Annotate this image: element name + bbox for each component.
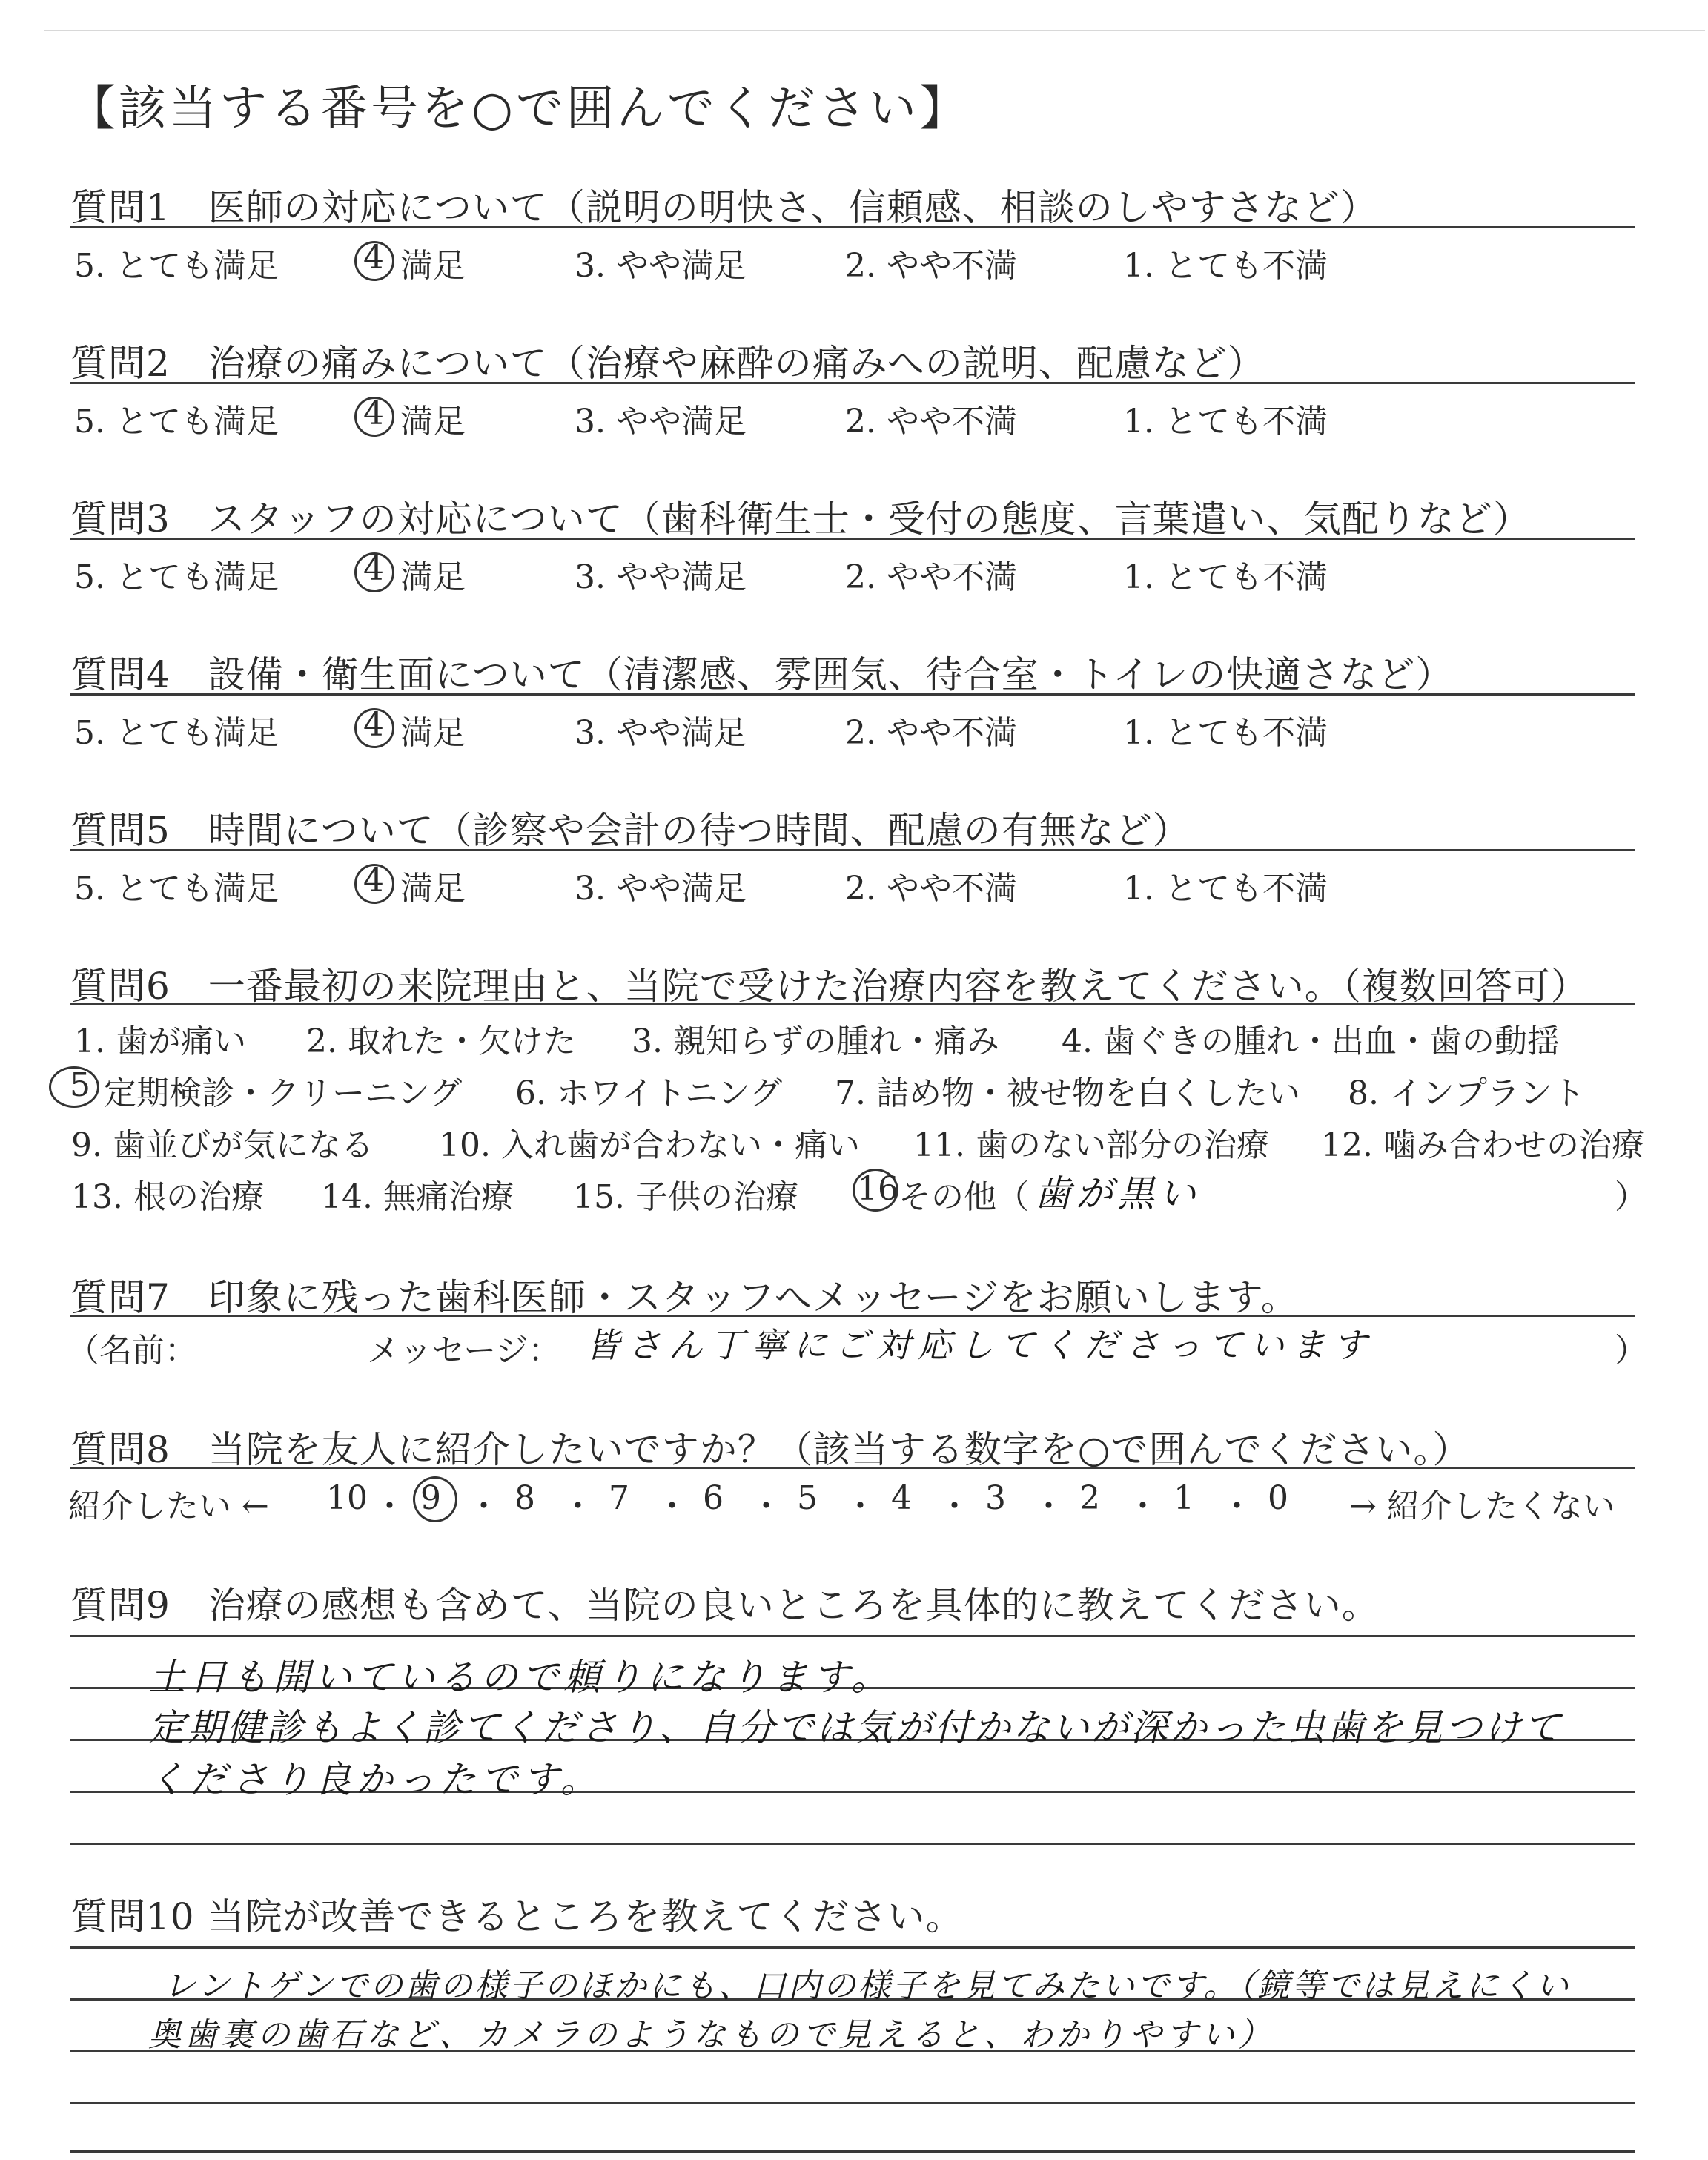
q2-option-4-label[interactable]: 満足	[400, 403, 466, 440]
q6-option-11[interactable]: 11. 歯のない部分の治療	[913, 1126, 1269, 1164]
q9-answer-line-2[interactable]: 定期健診もよく診てくださり、自分では気が付かないが深かった虫歯を見つけて	[148, 1706, 1563, 1749]
question-8-rule	[70, 1467, 1635, 1469]
q1-option-5[interactable]: 5. とても満足	[74, 247, 279, 285]
q6-option-15[interactable]: 15. 子供の治療	[573, 1178, 798, 1216]
q3-option-4-number[interactable]: 4	[363, 550, 384, 588]
q9-writing-line-1	[70, 1635, 1635, 1637]
q8-scale-separator: ・	[1220, 1487, 1254, 1525]
q2-option-3[interactable]: 3. やや満足	[575, 403, 747, 440]
q4-option-1[interactable]: 1. とても不満	[1123, 714, 1328, 752]
question-7-rule	[70, 1315, 1635, 1317]
q5-option-4-number[interactable]: 4	[363, 862, 384, 899]
q1-option-4-number[interactable]: 4	[363, 239, 384, 277]
q6-option-13[interactable]: 13. 根の治療	[71, 1178, 264, 1216]
question-6-rule	[70, 1003, 1635, 1005]
question-10-title: 質問10 当院が改善できるところを教えてください。	[70, 1895, 964, 1938]
q6-option-8[interactable]: 8. インプラント	[1348, 1074, 1585, 1112]
q3-option-4-label[interactable]: 満足	[400, 558, 466, 596]
q6-option-1[interactable]: 1. 歯が痛い	[74, 1023, 246, 1060]
page-header: 【該当する番号を○で囲んでください】	[68, 82, 970, 136]
q6-option-10[interactable]: 10. 入れ歯が合わない・痛い	[439, 1126, 860, 1164]
q8-scale-separator: ・	[373, 1487, 406, 1525]
q8-scale-separator: ・	[938, 1487, 971, 1525]
q8-scale-value-7[interactable]: 7	[609, 1479, 629, 1517]
q9-answer-line-1[interactable]: 土日も開いているので頼りになります。	[148, 1656, 893, 1699]
q1-option-3[interactable]: 3. やや満足	[575, 247, 747, 285]
question-7-title: 質問7 印象に残った歯科医師・スタッフへメッセージをお願いします。	[70, 1276, 1299, 1319]
q6-option-9[interactable]: 9. 歯並びが気になる	[71, 1126, 374, 1164]
q10-writing-line-5	[70, 2150, 1635, 2153]
q6-option-14[interactable]: 14. 無痛治療	[321, 1178, 514, 1216]
question-9-title: 質問9 治療の感想も含めて、当院の良いところを具体的に教えてください。	[70, 1584, 1380, 1627]
q8-scale-separator: ・	[655, 1487, 689, 1525]
q8-scale-value-8[interactable]: 8	[514, 1479, 535, 1517]
question-4-title: 質問4 設備・衛生面について（清潔感、雰囲気、待合室・トイレの快適さなど）	[70, 653, 1454, 696]
q5-option-1[interactable]: 1. とても不満	[1123, 870, 1328, 908]
q6-option-12[interactable]: 12. 噛み合わせの治療	[1321, 1126, 1644, 1164]
q8-scale-separator: ・	[1032, 1487, 1065, 1525]
q8-scale-separator: ・	[1126, 1487, 1159, 1525]
question-1-title: 質問1 医師の対応について（説明の明快さ、信頼感、相談のしやすさなど）	[70, 186, 1378, 229]
q8-scale-value-6[interactable]: 6	[703, 1479, 724, 1517]
q6-other-close: ）	[1615, 1178, 1647, 1216]
q4-option-3[interactable]: 3. やや満足	[575, 714, 747, 752]
q4-option-2[interactable]: 2. やや不満	[845, 714, 1017, 752]
q8-scale-separator: ・	[844, 1487, 877, 1525]
q6-other-answer[interactable]: 歯が黒い	[1034, 1172, 1200, 1215]
q8-scale-value-9[interactable]: 9	[420, 1479, 441, 1517]
q6-option-5-label[interactable]: 定期検診・クリーニング	[104, 1074, 463, 1112]
q6-option-2[interactable]: 2. 取れた・欠けた	[306, 1023, 576, 1060]
q2-option-4-number[interactable]: 4	[363, 394, 384, 432]
q6-option-5-number[interactable]: 5	[70, 1066, 90, 1104]
question-5-rule	[70, 849, 1635, 851]
question-6-title: 質問6 一番最初の来院理由と、当院で受けた治療内容を教えてください。（複数回答可）	[70, 965, 1589, 1008]
q5-option-4-label[interactable]: 満足	[400, 870, 466, 908]
top-border	[44, 30, 1705, 31]
question-8-title: 質問8 当院を友人に紹介したいですか？（該当する数字を○で囲んでください。）	[70, 1428, 1471, 1471]
question-2-rule	[70, 382, 1635, 384]
q8-scale-value-10[interactable]: 10	[326, 1479, 368, 1517]
q4-option-5[interactable]: 5. とても満足	[74, 714, 279, 752]
q5-option-5[interactable]: 5. とても満足	[74, 870, 279, 908]
q8-scale-value-2[interactable]: 2	[1079, 1479, 1100, 1517]
question-3-title: 質問3 スタッフの対応について（歯科衛生士・受付の態度、言葉遣い、気配りなど）	[70, 498, 1531, 541]
q1-option-1[interactable]: 1. とても不満	[1123, 247, 1328, 285]
q3-option-5[interactable]: 5. とても満足	[74, 558, 279, 596]
q3-option-1[interactable]: 1. とても不満	[1123, 558, 1328, 596]
q8-scale-separator: ・	[749, 1487, 783, 1525]
q8-scale-value-4[interactable]: 4	[891, 1479, 912, 1517]
q5-option-3[interactable]: 3. やや満足	[575, 870, 747, 908]
q8-left-label: 紹介したい ←	[68, 1487, 269, 1525]
q6-option-16-label[interactable]: その他（	[898, 1178, 1029, 1216]
q7-message-label: メッセージ：	[367, 1332, 561, 1370]
q3-option-2[interactable]: 2. やや不満	[845, 558, 1017, 596]
q4-option-4-label[interactable]: 満足	[400, 714, 466, 752]
q6-option-3[interactable]: 3. 親知らずの腫れ・痛み	[632, 1023, 999, 1060]
q9-writing-line-5	[70, 1843, 1635, 1845]
q8-scale-value-3[interactable]: 3	[985, 1479, 1006, 1517]
q8-scale-value-1[interactable]: 1	[1174, 1479, 1194, 1517]
q6-option-16-number[interactable]: 16	[857, 1170, 898, 1208]
q5-option-2[interactable]: 2. やや不満	[845, 870, 1017, 908]
q10-answer-line-2[interactable]: 奥歯裏の歯石など、カメラのようなもので見えると、わかりやすい）	[148, 2016, 1274, 2054]
question-4-rule	[70, 693, 1635, 696]
q10-answer-line-1[interactable]: レントゲンでの歯の様子のほかにも、口内の様子を見てみたいです。（鏡等では見えにくい	[163, 1967, 1571, 2005]
q8-scale-separator: ・	[561, 1487, 595, 1525]
q6-option-6[interactable]: 6. ホワイトニング	[515, 1074, 783, 1112]
question-2-title: 質問2 治療の痛みについて（治療や麻酔の痛みへの説明、配慮など）	[70, 342, 1265, 385]
q8-scale-value-5[interactable]: 5	[797, 1479, 818, 1517]
q6-option-7[interactable]: 7. 詰め物・被せ物を白くしたい	[835, 1074, 1300, 1112]
q10-writing-line-1	[70, 1946, 1635, 1949]
q7-name-label: （名前：	[67, 1332, 197, 1370]
q7-close: ）	[1615, 1332, 1647, 1370]
q6-option-4[interactable]: 4. 歯ぐきの腫れ・出血・歯の動揺	[1062, 1023, 1560, 1060]
q1-option-4-label[interactable]: 満足	[400, 247, 466, 285]
q9-answer-line-3[interactable]: くださり良かったです。	[148, 1758, 602, 1801]
question-5-title: 質問5 時間について（診察や会計の待つ時間、配慮の有無など）	[70, 809, 1191, 852]
question-3-rule	[70, 538, 1635, 540]
q8-scale-separator: ・	[467, 1487, 500, 1525]
q7-message[interactable]: 皆さん丁寧にご対応してくださっています	[586, 1325, 1374, 1365]
q4-option-4-number[interactable]: 4	[363, 706, 384, 744]
q10-writing-line-4	[70, 2102, 1635, 2104]
q3-option-3[interactable]: 3. やや満足	[575, 558, 747, 596]
q2-option-1[interactable]: 1. とても不満	[1123, 403, 1328, 440]
q2-option-2[interactable]: 2. やや不満	[845, 403, 1017, 440]
q8-right-label: → 紹介したくない	[1349, 1487, 1615, 1525]
q1-option-2[interactable]: 2. やや不満	[845, 247, 1017, 285]
q2-option-5[interactable]: 5. とても満足	[74, 403, 279, 440]
q8-scale-value-0[interactable]: 0	[1268, 1479, 1288, 1517]
question-1-rule	[70, 226, 1635, 228]
